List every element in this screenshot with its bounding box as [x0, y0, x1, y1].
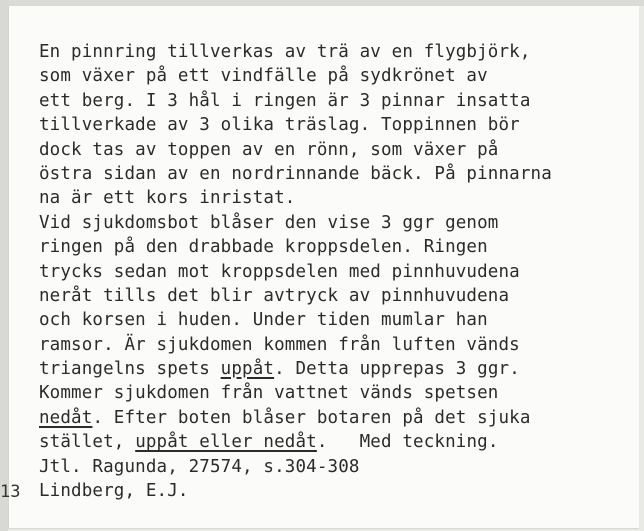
text-line: och korsen i huden. Under tiden mumlar han	[39, 310, 488, 331]
text-line	[39, 430, 552, 454]
archive-card	[8, 6, 639, 529]
text-segment: . Efter boten blåser botaren på det sjuka	[92, 407, 531, 428]
text-line: En pinnring tillverkas av trä av en flygbjörk,	[39, 42, 531, 62]
text-line: neråt tills det blir avtryck av pinnhuvudena	[39, 285, 510, 306]
margin-number: 13	[0, 482, 21, 502]
author-name: Lindberg, E.J.	[39, 481, 189, 502]
text-segment: stället,	[39, 432, 136, 453]
text-line: na är ett kors inristat.	[39, 188, 296, 209]
text-segment: . Detta upprepas 3 ggr.	[274, 359, 520, 380]
scan-left-edge	[0, 0, 8, 531]
text-segment: triangelns spets	[39, 359, 221, 380]
text-line: tillverkade av 3 olika träslag. Toppinnen bör	[39, 115, 520, 136]
text-line: ringen på den drabbade kroppsdelen. Ringen	[39, 237, 488, 258]
text-line	[39, 357, 552, 381]
underlined-word: uppåt	[220, 359, 275, 380]
underlined-phrase: uppåt eller nedåt	[135, 432, 317, 453]
card-text	[39, 40, 552, 503]
text-line: trycks sedan mot kroppsdelen med pinnhuvudena	[39, 261, 520, 282]
text-line: ett berg. I 3 hål i ringen är 3 pinnar insatta	[39, 90, 531, 111]
text-line: Vid sjukdomsbot blåser den vise 3 ggr genom	[39, 212, 499, 233]
text-line: som växer på ett vindfälle på sydkrönet av	[39, 66, 488, 87]
text-line: östra sidan av en nordrinnande bäck. På pinnarna	[39, 163, 552, 184]
source-reference: Jtl. Ragunda, 27574, s.304-308	[39, 456, 360, 477]
underlined-word: nedåt	[39, 407, 93, 428]
text-line: dock tas av toppen av en rönn, som växer på	[39, 139, 499, 160]
text-line: ramsor. Är sjukdomen kommen från luften vänds	[39, 334, 520, 355]
text-segment: . Med teckning.	[316, 432, 499, 453]
text-line: Kommer sjukdomen från vattnet vänds spetsen	[39, 383, 499, 404]
text-line	[39, 406, 552, 430]
